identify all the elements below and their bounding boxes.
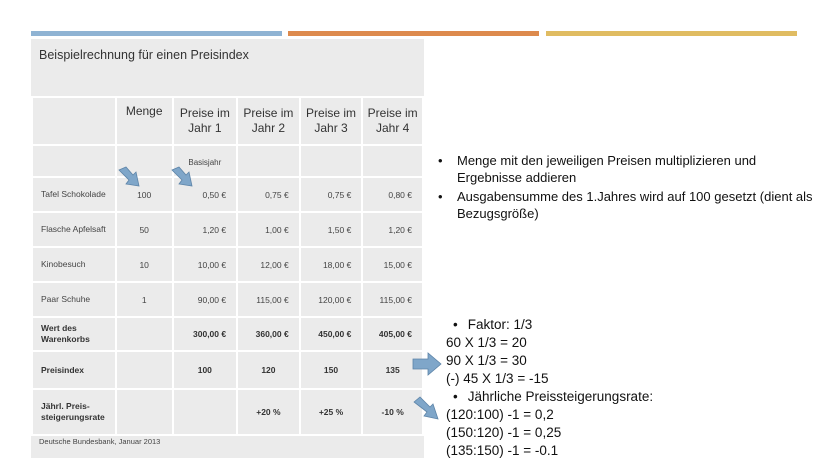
- factor-line: • Faktor: 1/3: [446, 316, 653, 334]
- row-label: Paar Schuhe: [32, 282, 116, 317]
- arrow-right-icon: [412, 352, 442, 376]
- row-menge: 50: [116, 212, 173, 247]
- row-label: Preisindex: [32, 351, 116, 389]
- rate-line: (120:100) -1 = 0,2: [446, 407, 554, 422]
- rate-value: +20 %: [237, 389, 300, 435]
- row-price: 1,50 €: [300, 212, 363, 247]
- arrow-down-right-icon: [170, 166, 196, 190]
- row-menge: 10: [116, 247, 173, 282]
- row-price: 10,00 €: [173, 247, 238, 282]
- row-price: 1,00 €: [237, 212, 300, 247]
- header-cell: Preise im Jahr 4: [362, 97, 423, 145]
- wert-value: 405,00 €: [362, 317, 423, 351]
- wert-value: 300,00 €: [173, 317, 238, 351]
- calc-line: (-) 45 X 1/3 = -15: [446, 371, 549, 386]
- row-price: 1,20 €: [362, 212, 423, 247]
- table-row-basis: [32, 145, 423, 177]
- header-cell: Preise im Jahr 2: [237, 97, 300, 145]
- calculation-block: [446, 316, 653, 460]
- row-menge: 1: [116, 282, 173, 317]
- rate-line: (150:120) -1 = 0,25: [446, 425, 562, 440]
- table-row: [32, 282, 423, 317]
- table-row-rate: [32, 389, 423, 435]
- table-header-row: [32, 97, 423, 145]
- example-panel: [31, 39, 424, 458]
- source-note: Deutsche Bundesbank, Januar 2013: [39, 437, 161, 446]
- table-row: [32, 212, 423, 247]
- row-price: 0,80 €: [362, 177, 423, 212]
- wert-value: 360,00 €: [237, 317, 300, 351]
- header-cell: Menge: [116, 97, 173, 145]
- fraction: 1/3: [477, 335, 497, 350]
- bullet-item: • Menge mit den jeweiligen Preisen multiplizieren und Ergebnisse addieren: [436, 152, 816, 186]
- rate-value: -10 %: [362, 389, 423, 435]
- row-price: 90,00 €: [173, 282, 238, 317]
- row-price: 12,00 €: [237, 247, 300, 282]
- accent-bar-orange: [288, 31, 539, 36]
- index-value: 150: [300, 351, 363, 389]
- row-label: Flasche Apfelsaft: [32, 212, 116, 247]
- fraction: 1/3: [513, 317, 533, 332]
- fraction: 1/3: [477, 353, 497, 368]
- row-price: 115,00 €: [362, 282, 423, 317]
- row-price: 15,00 €: [362, 247, 423, 282]
- calc-line: 60 X 1/3 = 20: [446, 335, 527, 350]
- table-row: [32, 247, 423, 282]
- panel-title: Beispielrechnung für einen Preisindex: [39, 48, 249, 62]
- fraction: 1/3: [494, 371, 514, 386]
- arrow-down-right-icon: [117, 166, 143, 190]
- row-price: 0,75 €: [300, 177, 363, 212]
- header-cell: Preise im Jahr 3: [300, 97, 363, 145]
- row-price: 0,50 €: [173, 177, 238, 212]
- table-row-preisindex: [32, 351, 423, 389]
- rate-heading: • Jährliche Preissteigerungsrate:: [446, 388, 653, 406]
- index-value: 120: [237, 351, 300, 389]
- rate-line: (135:150) -1 = -0.1: [446, 443, 559, 458]
- row-price: 18,00 €: [300, 247, 363, 282]
- index-value: 100: [173, 351, 238, 389]
- row-label: Jährl. Preis-steigerungsrate: [32, 389, 116, 435]
- row-menge: 100: [116, 177, 173, 212]
- table-row-wert: [32, 317, 423, 351]
- accent-bar-blue: [31, 31, 282, 36]
- row-price: 0,75 €: [237, 177, 300, 212]
- header-cell: [32, 97, 116, 145]
- table-row: [32, 177, 423, 212]
- rate-value: +25 %: [300, 389, 363, 435]
- wert-value: 450,00 €: [300, 317, 363, 351]
- bullet-item: • Ausgabensumme des 1.Jahres wird auf 100 gesetzt (dient als Bezugsgröße): [436, 188, 816, 222]
- row-price: 115,00 €: [237, 282, 300, 317]
- row-label: Wert des Warenkorbs: [32, 317, 116, 351]
- accent-bar-yellow: [546, 31, 797, 36]
- row-label: Tafel Schokolade: [32, 177, 116, 212]
- price-index-table: [31, 96, 424, 436]
- row-label: Kinobesuch: [32, 247, 116, 282]
- index-value: 135: [362, 351, 423, 389]
- header-cell: Preise im Jahr 1: [173, 97, 238, 145]
- basis-label: Basisjahr: [173, 145, 238, 177]
- row-price: 120,00 €: [300, 282, 363, 317]
- rate-value: [173, 389, 238, 435]
- explanation-bullets: [436, 152, 816, 224]
- row-price: 1,20 €: [173, 212, 238, 247]
- arrow-down-right-icon: [413, 396, 441, 422]
- calc-line: 90 X 1/3 = 30: [446, 353, 527, 368]
